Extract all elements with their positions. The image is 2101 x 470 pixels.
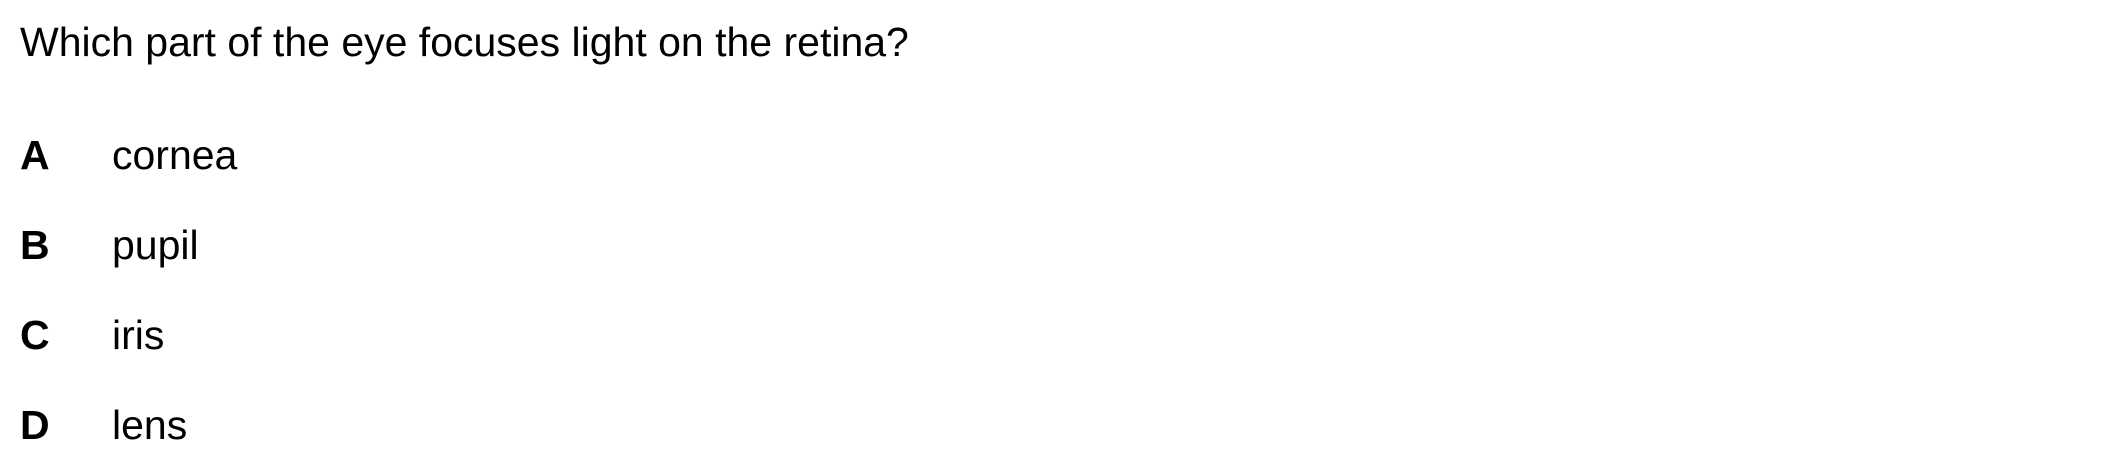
option-letter: C [20, 312, 50, 358]
option-a [20, 110, 237, 200]
option-text: pupil [112, 222, 199, 268]
option-text: cornea [112, 132, 238, 178]
option-c [20, 290, 237, 380]
option-text: lens [112, 402, 188, 448]
option-b [20, 200, 237, 290]
option-letter: A [20, 132, 50, 178]
option-letter: B [20, 222, 50, 268]
option-letter: D [20, 402, 50, 448]
answer-options [20, 110, 237, 470]
option-text: iris [112, 312, 165, 358]
question-text: Which part of the eye focuses light on the retina? [20, 19, 909, 65]
option-d [20, 380, 237, 470]
